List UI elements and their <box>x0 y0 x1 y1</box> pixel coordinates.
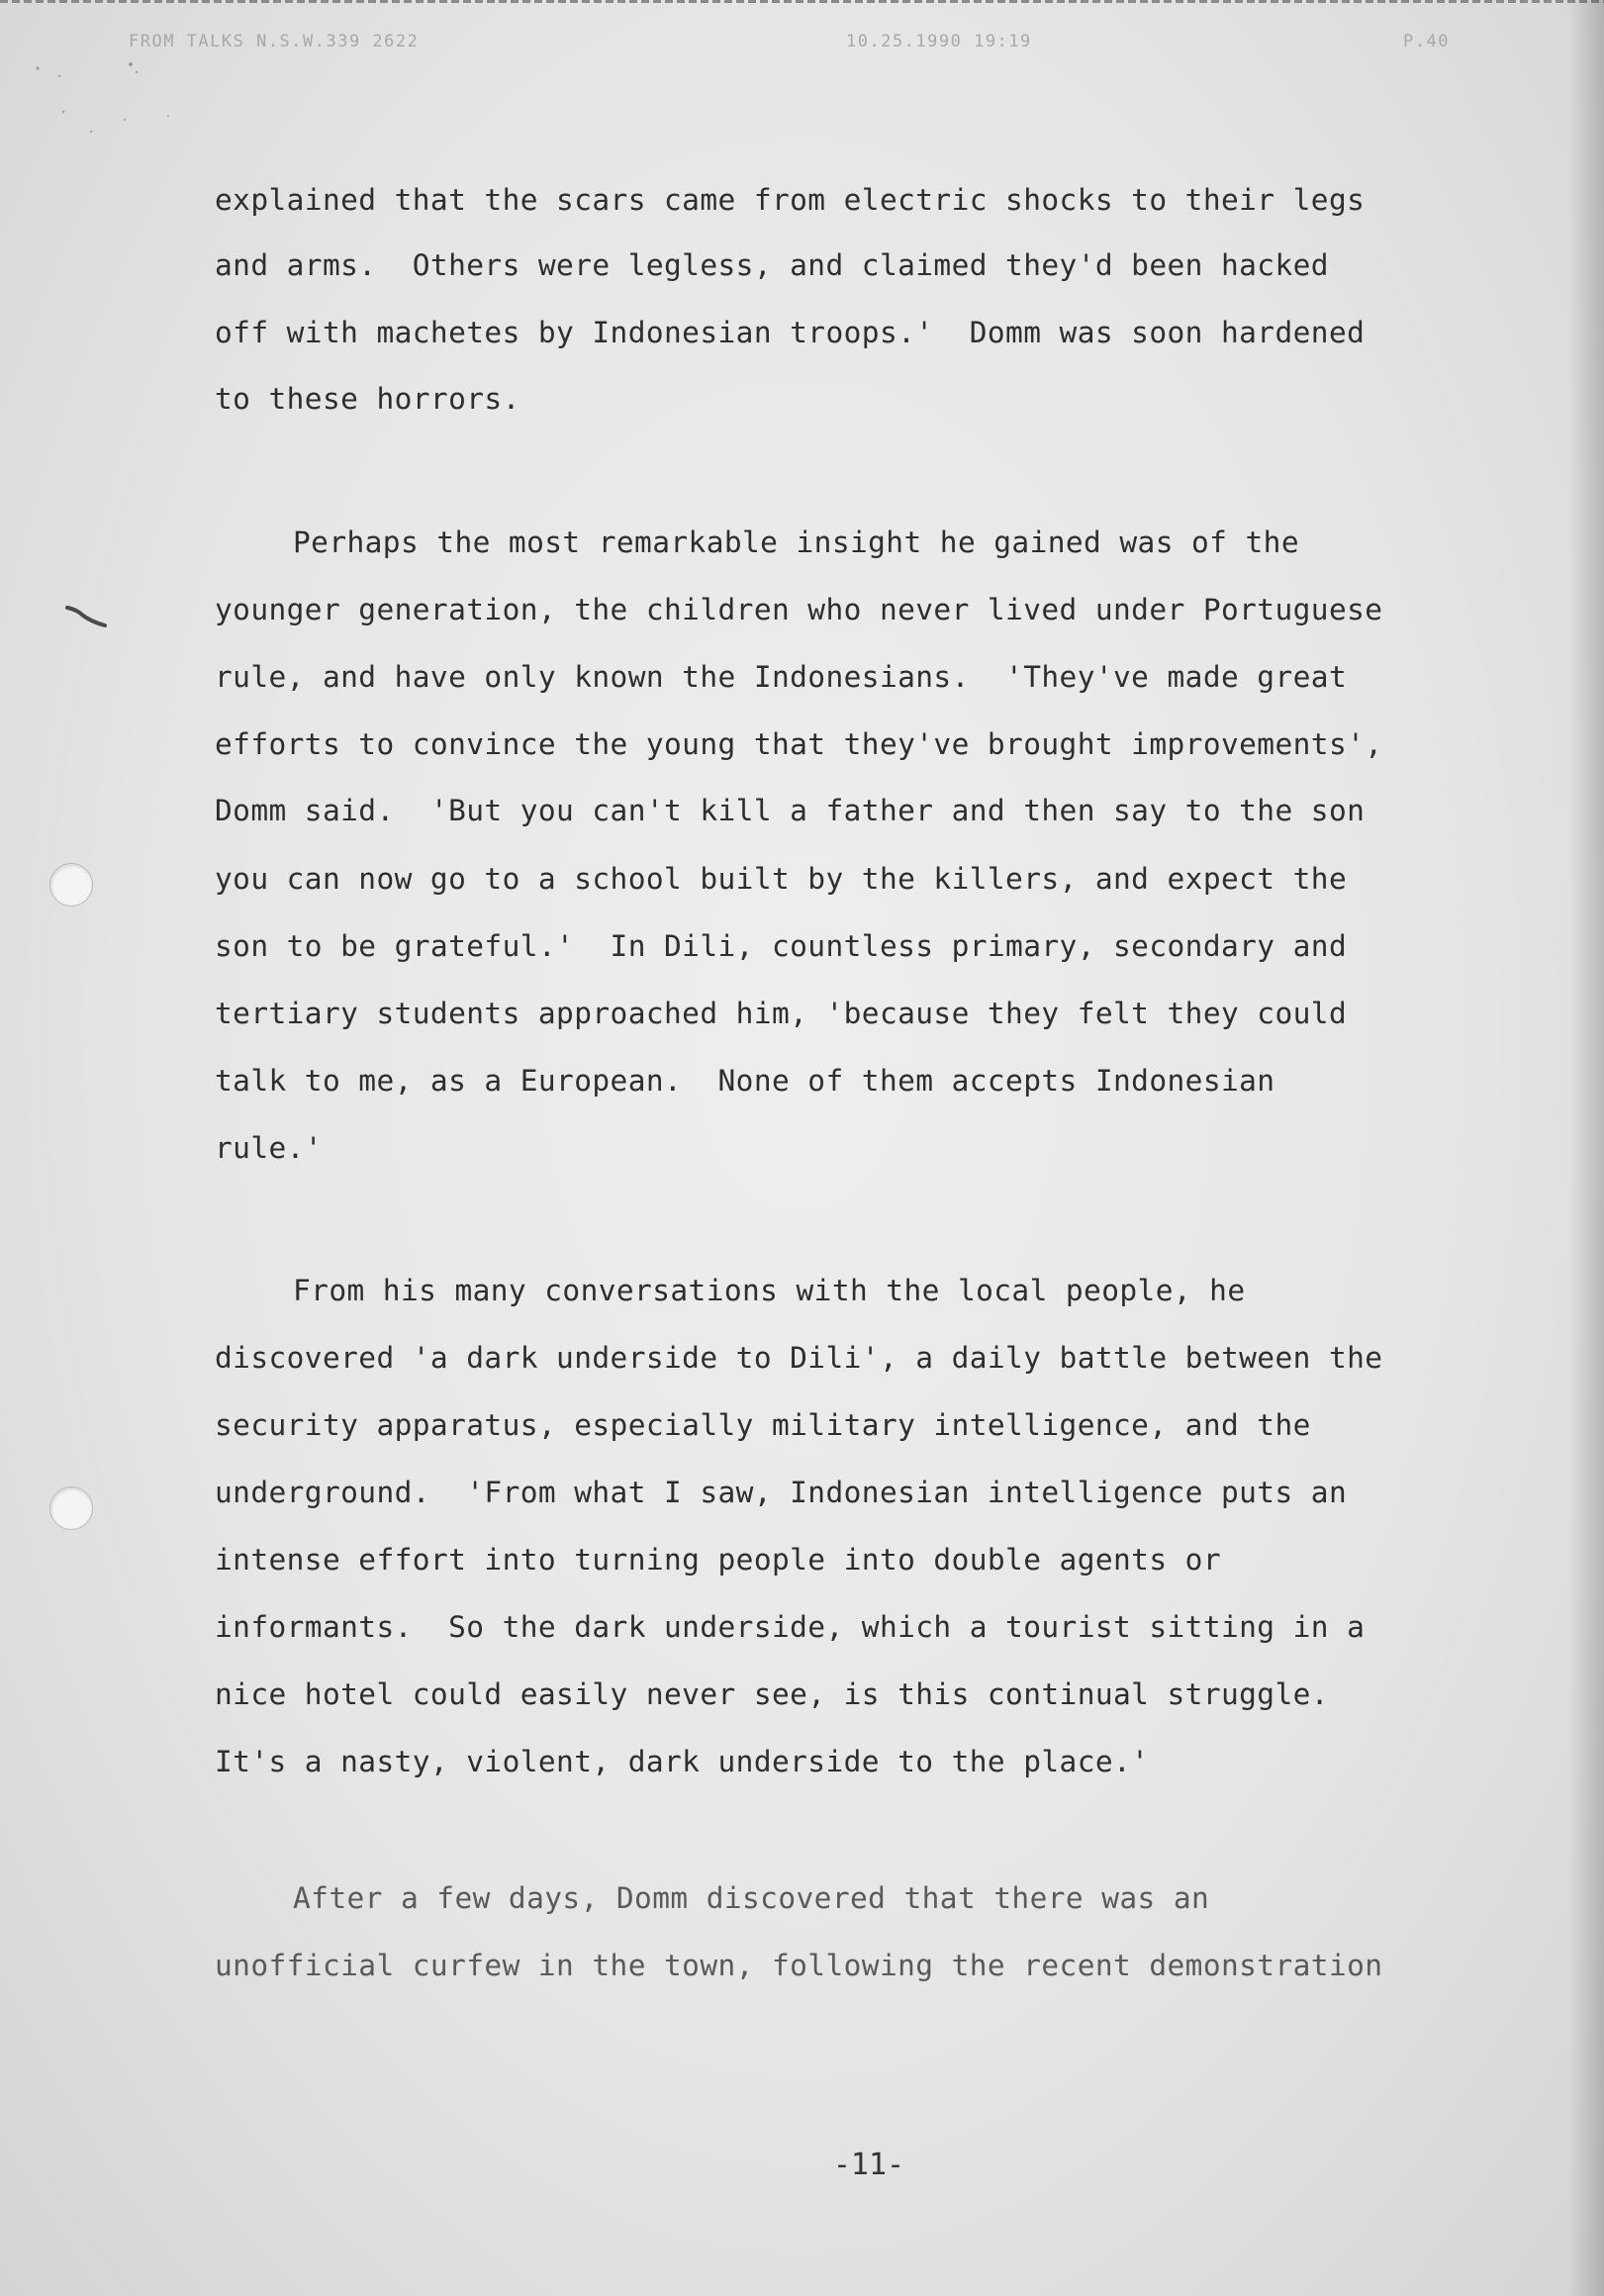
text-line: explained that the scars came from electric shocks to their legs <box>215 183 1366 217</box>
text-line: son to be grateful.' In Dili, countless primary, secondary and <box>215 929 1348 963</box>
fax-page-number: P.40 <box>1403 32 1450 51</box>
text-line: rule.' <box>215 1131 323 1165</box>
text-line: From his many conversations with the local people, he <box>293 1274 1246 1307</box>
text-line: you can now go to a school built by the killers, and expect the <box>215 862 1348 896</box>
text-line: and arms. Others were legless, and claimed they'd been hacked <box>215 248 1329 282</box>
text-line: Domm said. 'But you can't kill a father and then say to the son <box>215 794 1366 827</box>
page-number: -11- <box>832 2148 905 2182</box>
text-line: intense effort into turning people into double agents or <box>215 1543 1221 1577</box>
text-line: tertiary students approached him, 'because they felt they could <box>215 997 1348 1030</box>
text-line: security apparatus, especially military intelligence, and the <box>215 1408 1311 1442</box>
fax-datetime: 10.25.1990 19:19 <box>846 32 1032 51</box>
text-line: It's a nasty, violent, dark underside to the place.' <box>215 1745 1150 1778</box>
text-line: Perhaps the most remarkable insight he gained was of the <box>293 526 1299 559</box>
text-line: younger generation, the children who never lived under Portuguese <box>215 593 1383 626</box>
text-line: After a few days, Domm discovered that there was an <box>293 1881 1210 1915</box>
text-line: to these horrors. <box>215 382 520 416</box>
fax-from: FROM TALKS N.S.W.339 2622 <box>129 32 420 51</box>
text-line: nice hotel could easily never see, is this continual struggle. <box>215 1677 1329 1711</box>
text-line: rule, and have only known the Indonesians. 'They've made great <box>215 660 1348 694</box>
text-line: underground. 'From what I saw, Indonesian intelligence puts an <box>215 1476 1348 1509</box>
text-line: discovered 'a dark underside to Dili', a daily battle between the <box>215 1341 1383 1375</box>
text-line: talk to me, as a European. None of them accepts Indonesian <box>215 1064 1275 1098</box>
text-line: off with machetes by Indonesian troops.' Domm was soon hardened <box>215 316 1366 349</box>
text-line: unofficial curfew in the town, following the recent demonstration <box>215 1949 1383 1982</box>
text-line: efforts to convince the young that they've brought improvements', <box>215 727 1383 761</box>
text-line: informants. So the dark underside, which a tourist sitting in a <box>215 1610 1366 1644</box>
